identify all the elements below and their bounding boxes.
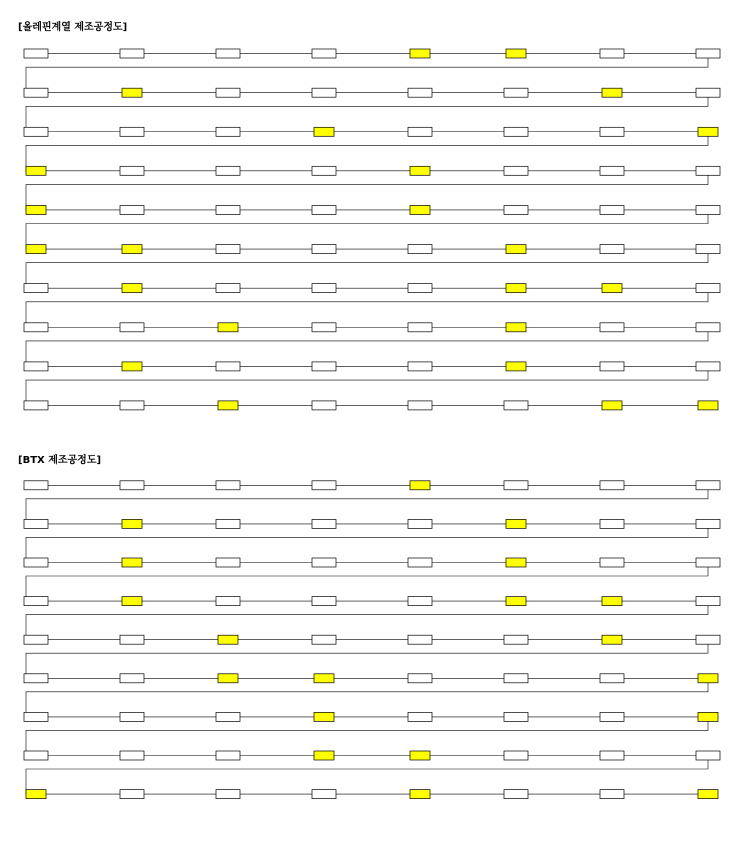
olefin-process-box bbox=[696, 206, 720, 215]
olefin-process-box bbox=[600, 323, 624, 332]
olefin-flow-line bbox=[26, 132, 708, 171]
olefin-process-box bbox=[24, 401, 48, 410]
olefin-flow-lines bbox=[26, 54, 708, 406]
olefin-process-box bbox=[312, 284, 336, 293]
olefin-flow-line bbox=[26, 288, 708, 327]
btx-product-box bbox=[218, 635, 238, 644]
olefin-process-box bbox=[312, 88, 336, 97]
btx-process-box bbox=[120, 481, 144, 490]
btx-process-box bbox=[600, 558, 624, 567]
olefin-process-box bbox=[408, 127, 432, 136]
olefin-product-box bbox=[410, 166, 430, 175]
btx-process-box bbox=[120, 674, 144, 683]
olefin-process-box bbox=[24, 88, 48, 97]
btx-process-box bbox=[600, 790, 624, 799]
olefin-process-box bbox=[120, 166, 144, 175]
olefin-process-box bbox=[120, 127, 144, 136]
btx-product-box bbox=[122, 597, 142, 606]
btx-flow-line bbox=[26, 563, 708, 602]
btx-product-box bbox=[314, 751, 334, 760]
olefin-process-box bbox=[216, 49, 240, 58]
btx-product-box bbox=[506, 519, 526, 528]
olefin-process-box bbox=[600, 245, 624, 254]
olefin-process-box bbox=[120, 401, 144, 410]
olefin-flow-line bbox=[26, 327, 708, 366]
olefin-process-box bbox=[24, 49, 48, 58]
btx-process-box bbox=[216, 558, 240, 567]
btx-process-box bbox=[600, 674, 624, 683]
olefin-product-box bbox=[218, 401, 238, 410]
btx-product-box bbox=[506, 597, 526, 606]
btx-process-box bbox=[600, 519, 624, 528]
olefin-process-box bbox=[216, 127, 240, 136]
olefin-process-box bbox=[408, 323, 432, 332]
btx-process-box bbox=[120, 712, 144, 721]
btx-flow-line bbox=[26, 485, 708, 524]
btx-process-box bbox=[120, 635, 144, 644]
btx-flow-line bbox=[26, 756, 708, 795]
olefin-flow-line bbox=[26, 249, 708, 288]
btx-process-box bbox=[24, 597, 48, 606]
btx-product-box bbox=[122, 558, 142, 567]
btx-process-box bbox=[504, 751, 528, 760]
btx-process-box bbox=[408, 558, 432, 567]
btx-product-box bbox=[26, 790, 46, 799]
btx-process-box bbox=[408, 635, 432, 644]
btx-product-box bbox=[122, 519, 142, 528]
btx-process-box bbox=[504, 790, 528, 799]
btx-product-box bbox=[314, 674, 334, 683]
olefin-process-box bbox=[312, 245, 336, 254]
btx-process-box bbox=[504, 481, 528, 490]
btx-process-box bbox=[696, 481, 720, 490]
btx-process-box bbox=[24, 558, 48, 567]
olefin-flow-line bbox=[26, 54, 708, 93]
olefin-product-box bbox=[698, 127, 718, 136]
btx-process-box bbox=[696, 597, 720, 606]
btx-process-box bbox=[696, 519, 720, 528]
btx-process-box bbox=[216, 597, 240, 606]
olefin-process-box bbox=[600, 362, 624, 371]
olefin-product-box bbox=[602, 401, 622, 410]
olefin-process-box bbox=[408, 245, 432, 254]
olefin-product-box bbox=[410, 206, 430, 215]
btx-process-box bbox=[696, 635, 720, 644]
olefin-process-box bbox=[696, 323, 720, 332]
btx-process-box bbox=[312, 481, 336, 490]
olefin-process-box bbox=[216, 362, 240, 371]
btx-product-box bbox=[410, 751, 430, 760]
btx-process-box bbox=[504, 674, 528, 683]
olefin-product-box bbox=[314, 127, 334, 136]
olefin-process-box bbox=[24, 323, 48, 332]
btx-product-box bbox=[602, 597, 622, 606]
btx-process-box bbox=[696, 558, 720, 567]
olefin-process-box bbox=[24, 127, 48, 136]
olefin-process-box bbox=[600, 206, 624, 215]
olefin-product-box bbox=[602, 284, 622, 293]
olefin-flow-line bbox=[26, 171, 708, 210]
btx-flow-line bbox=[26, 524, 708, 563]
btx-product-box bbox=[698, 712, 718, 721]
olefin-process-box bbox=[216, 88, 240, 97]
olefin-product-box bbox=[410, 49, 430, 58]
olefin-product-box bbox=[506, 245, 526, 254]
olefin-process-box bbox=[600, 127, 624, 136]
btx-process-box bbox=[312, 519, 336, 528]
olefin-process-box bbox=[24, 284, 48, 293]
olefin-product-box bbox=[602, 88, 622, 97]
btx-diagram-title: [BTX 제조공정도] bbox=[18, 455, 102, 466]
btx-process-box bbox=[216, 751, 240, 760]
olefin-process-box bbox=[696, 245, 720, 254]
btx-process-box bbox=[120, 790, 144, 799]
olefin-product-box bbox=[506, 284, 526, 293]
btx-process-box bbox=[312, 635, 336, 644]
olefin-process-box bbox=[696, 362, 720, 371]
olefin-flow-line bbox=[26, 93, 708, 132]
olefin-process-box bbox=[216, 166, 240, 175]
btx-process-box bbox=[24, 635, 48, 644]
olefin-product-box bbox=[122, 245, 142, 254]
btx-product-box bbox=[410, 481, 430, 490]
olefin-product-box bbox=[26, 206, 46, 215]
btx-flow-line bbox=[26, 717, 708, 756]
btx-product-box bbox=[602, 635, 622, 644]
btx-process-box bbox=[408, 712, 432, 721]
olefin-process-box bbox=[312, 362, 336, 371]
btx-process-box bbox=[408, 674, 432, 683]
btx-process-box bbox=[24, 712, 48, 721]
btx-process-box bbox=[696, 751, 720, 760]
btx-process-box bbox=[408, 597, 432, 606]
olefin-process-box bbox=[504, 88, 528, 97]
btx-process-box bbox=[504, 635, 528, 644]
olefin-process-box bbox=[312, 206, 336, 215]
btx-process-box bbox=[312, 790, 336, 799]
btx-process-box bbox=[216, 790, 240, 799]
olefin-product-box bbox=[26, 166, 46, 175]
btx-process-box bbox=[408, 519, 432, 528]
btx-process-box bbox=[24, 674, 48, 683]
olefin-process-box bbox=[504, 166, 528, 175]
btx-process-box bbox=[216, 712, 240, 721]
btx-process-box bbox=[312, 597, 336, 606]
btx-product-box bbox=[314, 712, 334, 721]
btx-flow-line bbox=[26, 601, 708, 640]
btx-process-box bbox=[216, 481, 240, 490]
btx-product-box bbox=[410, 790, 430, 799]
olefin-process-box bbox=[504, 206, 528, 215]
btx-process-box bbox=[312, 558, 336, 567]
btx-process-box bbox=[24, 481, 48, 490]
olefin-process-box bbox=[216, 206, 240, 215]
olefin-product-box bbox=[506, 49, 526, 58]
btx-flow-line bbox=[26, 678, 708, 717]
olefin-process-box bbox=[216, 245, 240, 254]
olefin-process-box bbox=[408, 362, 432, 371]
btx-product-box bbox=[506, 558, 526, 567]
olefin-process-box bbox=[696, 284, 720, 293]
olefin-process-box bbox=[216, 284, 240, 293]
olefin-product-box bbox=[26, 245, 46, 254]
olefin-process-box bbox=[600, 166, 624, 175]
olefin-product-box bbox=[122, 362, 142, 371]
olefin-flow-nodes bbox=[24, 49, 720, 410]
olefin-flow-line bbox=[26, 366, 708, 405]
olefin-product-box bbox=[218, 323, 238, 332]
olefin-process-box bbox=[312, 401, 336, 410]
btx-product-box bbox=[218, 674, 238, 683]
olefin-process-box bbox=[24, 362, 48, 371]
olefin-product-box bbox=[698, 401, 718, 410]
olefin-process-box bbox=[408, 401, 432, 410]
olefin-process-box bbox=[504, 401, 528, 410]
olefin-process-box bbox=[312, 49, 336, 58]
btx-process-box bbox=[120, 751, 144, 760]
btx-flow-line bbox=[26, 640, 708, 679]
btx-process-box bbox=[600, 712, 624, 721]
btx-process-box bbox=[24, 519, 48, 528]
olefin-process-box bbox=[312, 166, 336, 175]
olefin-process-box bbox=[696, 166, 720, 175]
olefin-product-box bbox=[122, 88, 142, 97]
olefin-product-box bbox=[506, 362, 526, 371]
btx-product-box bbox=[698, 790, 718, 799]
olefin-process-box bbox=[696, 49, 720, 58]
olefin-flow-line bbox=[26, 210, 708, 249]
btx-process-box bbox=[600, 751, 624, 760]
btx-process-box bbox=[24, 751, 48, 760]
btx-process-box bbox=[504, 712, 528, 721]
olefin-diagram-title: [올레핀계열 제조공정도] bbox=[18, 22, 128, 33]
olefin-process-box bbox=[408, 284, 432, 293]
olefin-process-box bbox=[408, 88, 432, 97]
olefin-process-box bbox=[600, 49, 624, 58]
btx-product-box bbox=[698, 674, 718, 683]
olefin-process-box bbox=[120, 49, 144, 58]
btx-process-box bbox=[216, 519, 240, 528]
olefin-process-box bbox=[120, 206, 144, 215]
olefin-process-box bbox=[312, 323, 336, 332]
olefin-product-box bbox=[506, 323, 526, 332]
olefin-process-box bbox=[120, 323, 144, 332]
olefin-product-box bbox=[122, 284, 142, 293]
btx-process-box bbox=[600, 481, 624, 490]
olefin-process-box bbox=[504, 127, 528, 136]
olefin-process-box bbox=[696, 88, 720, 97]
